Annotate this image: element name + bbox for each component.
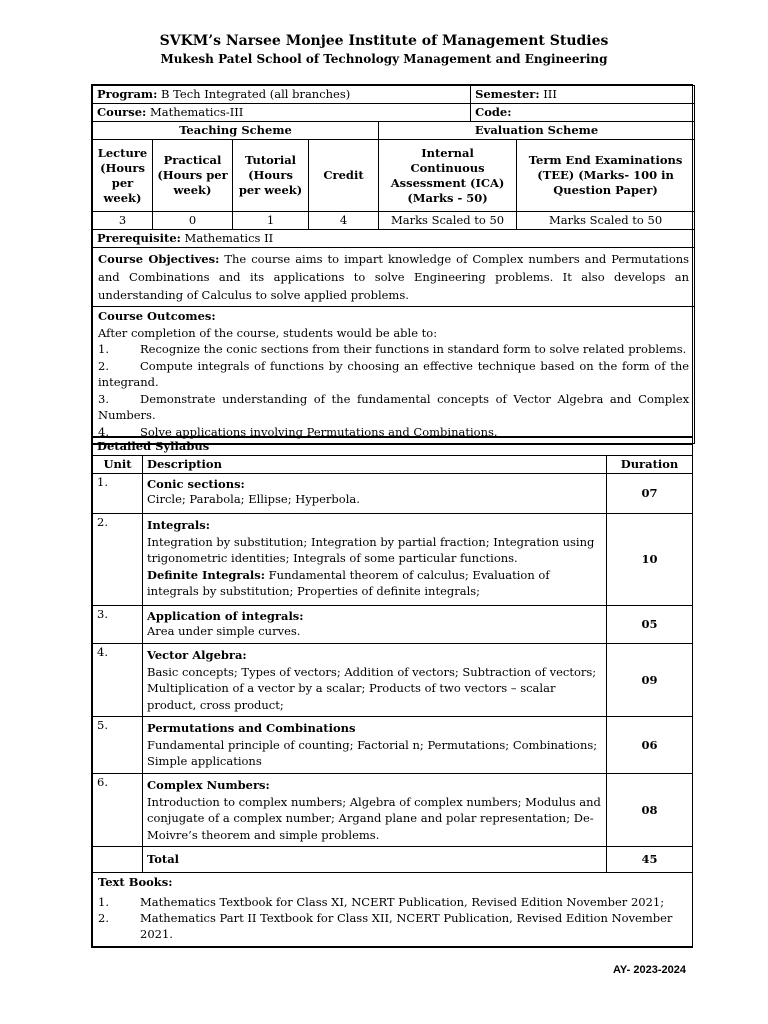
- total-row: [93, 847, 693, 873]
- syllabus-title: Detailed Syllabus: [93, 438, 693, 456]
- textbook-item: [98, 894, 687, 910]
- unit-title: Integrals:: [147, 518, 211, 532]
- tee-value: Marks Scaled to 50: [517, 212, 695, 230]
- outcome-text: Recognize the conic sections from their functions in standard form to solve related problems.: [140, 342, 687, 356]
- ica-value: Marks Scaled to 50: [379, 212, 517, 230]
- course-value: Mathematics-III: [149, 105, 244, 119]
- unit-subbody: Fundamental theorem of calculus; Evaluation of integrals by substitution; Properties of definite integrals;: [147, 567, 550, 598]
- school-title: Mukesh Patel School of Technology Management and Engineering: [160, 52, 608, 66]
- objectives-cell: [93, 248, 695, 307]
- credit-value: 4: [309, 212, 379, 230]
- outcome-text: Compute integrals of functions by choosing an effective technique based on the form of the integrand.: [98, 358, 690, 389]
- tutorial-header: Tutorial (Hours per week): [233, 140, 309, 212]
- unit-header: Unit: [93, 456, 143, 474]
- unit-number: 6.: [93, 774, 143, 847]
- syllabus-block: [91, 436, 693, 948]
- unit-duration: 06: [607, 717, 693, 774]
- table-row: [93, 514, 693, 606]
- duration-header: Duration: [607, 456, 693, 474]
- outcome-number: 2.: [98, 358, 109, 373]
- unit-number: 2.: [93, 514, 143, 606]
- table-row: [93, 774, 693, 847]
- total-label: Total: [143, 847, 607, 873]
- total-value: 45: [607, 847, 693, 873]
- unit-subtitle: Definite Integrals:: [147, 567, 266, 582]
- unit-body: Circle; Parabola; Ellipse; Hyperbola.: [147, 492, 360, 506]
- semester-value: III: [543, 87, 557, 101]
- academic-year-footer: AY- 2023-2024: [613, 964, 686, 976]
- evaluation-scheme-title: Evaluation Scheme: [379, 122, 695, 140]
- unit-duration: 09: [607, 644, 693, 717]
- outcome-item: [98, 341, 689, 358]
- practical-value: 0: [153, 212, 233, 230]
- program-label: Program:: [97, 87, 158, 101]
- unit-number: 4.: [93, 644, 143, 717]
- course-label: Course:: [97, 105, 147, 119]
- program-value: B Tech Integrated (all branches): [161, 87, 351, 101]
- unit-duration: 05: [607, 606, 693, 644]
- unit-number: 5.: [93, 717, 143, 774]
- description-header: Description: [143, 456, 607, 474]
- textbook-number: 2.: [98, 911, 109, 925]
- objectives-text: The course aims to impart knowledge of Complex numbers and Permutations and Combinations and its applications to solve Engineering problems. It also develops an understanding of Calculus to solve applied problems.: [98, 252, 690, 302]
- semester-cell: [471, 86, 695, 104]
- tee-header: Term End Examinations (TEE) (Marks- 100 in Question Paper): [517, 140, 695, 212]
- outcomes-cell: [93, 307, 695, 444]
- course-info-table: [92, 85, 695, 444]
- unit-title: Complex Numbers:: [147, 778, 270, 792]
- outcomes-intro: After completion of the course, students would be able to:: [98, 325, 438, 340]
- teaching-scheme-title: Teaching Scheme: [93, 122, 379, 140]
- unit-description: [143, 644, 607, 717]
- outcomes-label: Course Outcomes:: [98, 309, 216, 323]
- course-cell: [93, 104, 471, 122]
- textbooks-list: [98, 894, 687, 942]
- lecture-value: 3: [93, 212, 153, 230]
- unit-number: 1.: [93, 474, 143, 514]
- outcome-number: 3.: [98, 391, 109, 406]
- outcome-text: Solve applications involving Permutations and Combinations.: [140, 424, 498, 439]
- unit-description: [143, 514, 607, 606]
- institute-title: SVKM’s Narsee Monjee Institute of Management Studies: [159, 33, 609, 49]
- prerequisite-label: Prerequisite:: [97, 231, 181, 245]
- code-cell: [471, 104, 695, 122]
- prerequisite-value: Mathematics II: [184, 231, 274, 245]
- unit-duration: 07: [607, 474, 693, 514]
- outcome-text: Demonstrate understanding of the fundamental concepts of Vector Algebra and Complex Numbers.: [98, 391, 690, 422]
- ica-header: Internal Continuous Assessment (ICA) (Marks - 50): [379, 140, 517, 212]
- program-cell: [93, 86, 471, 104]
- course-info-block: [91, 84, 693, 445]
- unit-body: Fundamental principle of counting; Factorial n; Permutations; Combinations; Simple applications: [147, 737, 598, 768]
- objectives-label: Course Objectives:: [98, 252, 220, 266]
- tutorial-value: 1: [233, 212, 309, 230]
- unit-number: 3.: [93, 606, 143, 644]
- semester-label: Semester:: [475, 87, 540, 101]
- outcome-number: 1.: [98, 342, 109, 356]
- practical-header: Practical (Hours per week): [153, 140, 233, 212]
- textbook-number: 1.: [98, 895, 109, 909]
- unit-body: Area under simple curves.: [147, 624, 301, 638]
- unit-duration: 10: [607, 514, 693, 606]
- table-row: [93, 606, 693, 644]
- syllabus-table: [92, 437, 693, 947]
- outcome-item: [98, 358, 689, 391]
- textbooks-cell: [93, 873, 693, 947]
- table-row: [93, 474, 693, 514]
- unit-body: Basic concepts; Types of vectors; Addition of vectors; Subtraction of vectors; Multiplication of a vector by a scalar; Products of two vectors – scalar product, cross product;: [147, 664, 597, 712]
- code-label: Code:: [475, 105, 512, 119]
- textbooks-label: Text Books:: [98, 875, 173, 889]
- unit-duration: 08: [607, 774, 693, 847]
- unit-title: Application of integrals:: [147, 609, 304, 623]
- unit-description: [143, 774, 607, 847]
- credit-header: Credit: [309, 140, 379, 212]
- textbook-item: [98, 910, 687, 942]
- unit-body: Introduction to complex numbers; Algebra of complex numbers; Modulus and conjugate of a complex number; Argand plane and polar representation; De-Moivre’s theorem and simple problems.: [147, 794, 601, 842]
- textbook-text: Mathematics Part II Textbook for Class XII, NCERT Publication, Revised Edition November 2021.: [140, 911, 673, 941]
- table-row: [93, 717, 693, 774]
- table-row: [93, 644, 693, 717]
- prerequisite-cell: [93, 230, 695, 248]
- outcome-item: [98, 391, 689, 424]
- outcome-number: 4.: [98, 424, 109, 439]
- unit-description: [143, 717, 607, 774]
- unit-subsection: [147, 567, 602, 600]
- unit-description: [143, 474, 607, 514]
- lecture-header: Lecture (Hours per week): [93, 140, 153, 212]
- unit-title: Permutations and Combinations: [147, 721, 356, 735]
- unit-title: Conic sections:: [147, 477, 245, 491]
- unit-title: Vector Algebra:: [147, 648, 247, 662]
- unit-body: Integration by substitution; Integration by partial fraction; Integration using trigonometric identities; Integrals of some particular functions.: [147, 534, 595, 565]
- total-empty-cell: [93, 847, 143, 873]
- unit-description: [143, 606, 607, 644]
- textbook-text: Mathematics Textbook for Class XI, NCERT Publication, Revised Edition November 2021;: [140, 895, 665, 909]
